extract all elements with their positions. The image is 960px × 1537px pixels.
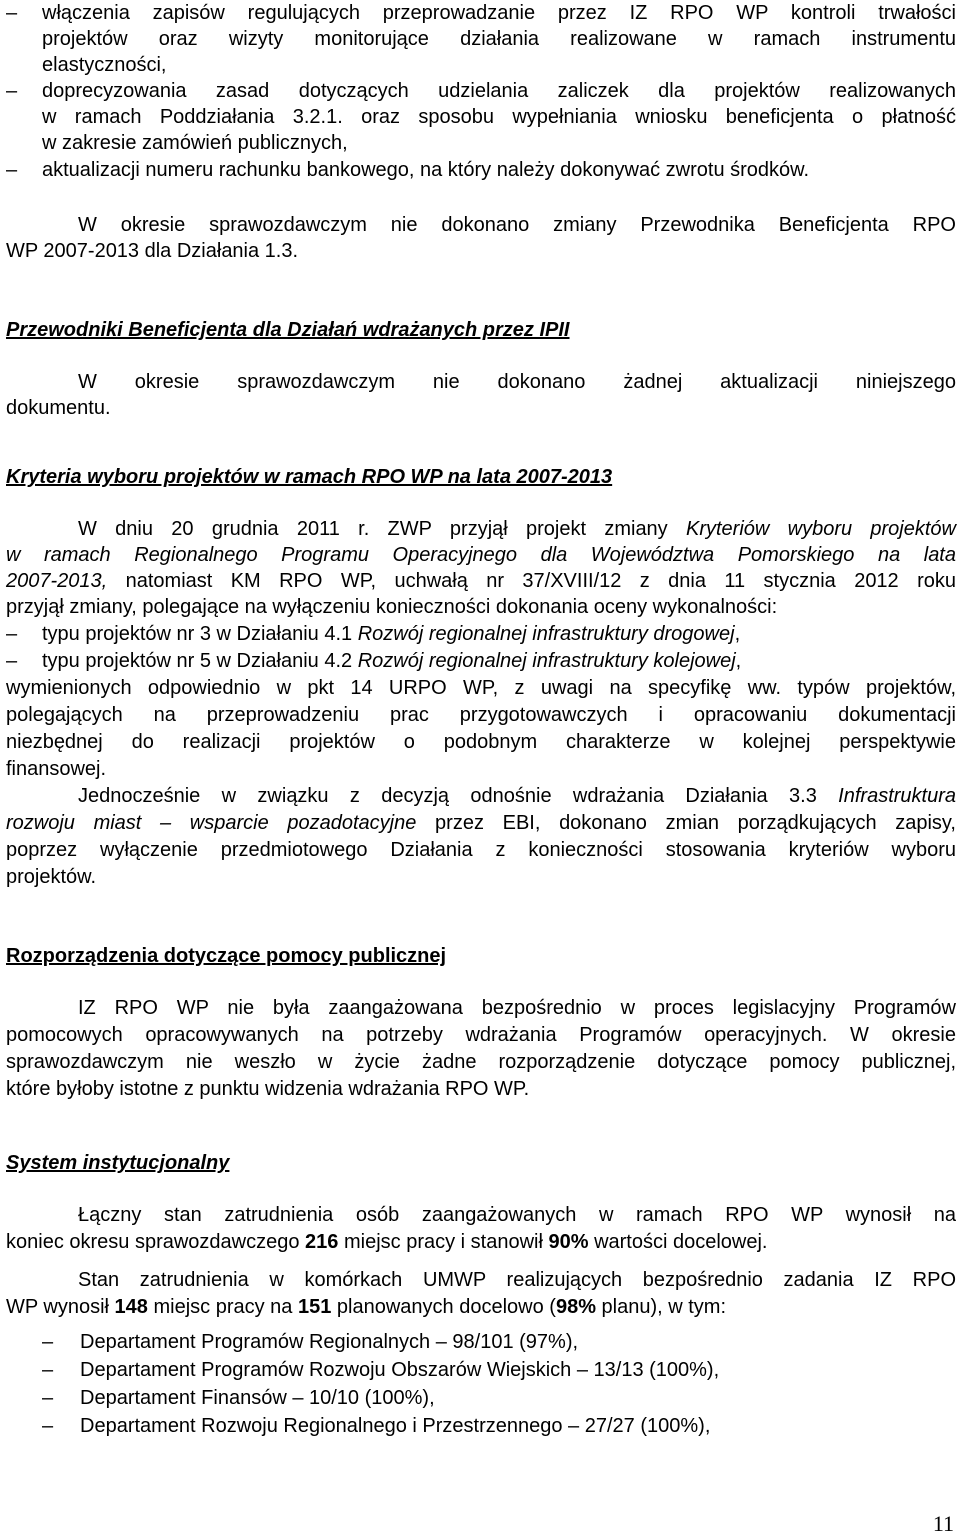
text-line: aktualizacji numeru rachunku bankowego, na który należy dokonywać zwrotu środków. — [42, 159, 810, 181]
italic-span: 2007-2013, — [6, 570, 108, 592]
text-line: doprecyzowania zasad dotyczących udzielania zaliczek dla projektów realizowanych — [42, 80, 956, 102]
text-span: Jednocześnie w związku z decyzją odnośnie wdrażania Działania 3.3 — [78, 785, 839, 807]
text-line — [6, 1294, 956, 1321]
text-span: W dniu 20 grudnia 2011 r. ZWP przyjął projekt zmiany — [78, 518, 686, 540]
section-heading: System instytucjonalny — [6, 1152, 230, 1174]
section-heading: Kryteria wyboru projektów w ramach RPO WP na lata 2007-2013 — [6, 466, 613, 488]
text-span: typu projektów nr 3 w Działaniu 4.1 — [42, 623, 358, 645]
text-line: włączenia zapisów regulujących przeprowadzanie przez IZ RPO WP kontroli trwałości — [42, 2, 956, 24]
text-span: , — [734, 623, 741, 645]
text-line: w zakresie zamówień publicznych, — [42, 132, 348, 154]
text-span: miejsc pracy na — [147, 1296, 298, 1318]
text-line: WP 2007-2013 dla Działania 1.3. — [6, 240, 299, 262]
text-line — [6, 810, 956, 837]
italic-span: Infrastruktura — [838, 785, 956, 807]
italic-span: rozwoju miast – wsparcie pozadotacyjne — [6, 812, 417, 834]
page-number: 11 — [932, 1511, 954, 1536]
text-line: polegających na przeprowadzeniu prac przygotowawczych i opracowaniu dokumentacji — [6, 704, 956, 726]
text-line: W okresie sprawozdawczym nie dokonano żadnej aktualizacji niniejszego — [78, 371, 956, 393]
list-item: Departament Programów Regionalnych – 98/101 (97%), — [80, 1331, 579, 1353]
text-line: poprzez wyłączenie przedmiotowego Działania z konieczności stosowania kryteriów wyboru — [6, 839, 956, 861]
text-line — [42, 648, 956, 675]
text-line: Stan zatrudnienia w komórkach UMWP realizujących bezpośrednio zadania IZ RPO — [78, 1269, 956, 1291]
text-line: elastyczności, — [42, 54, 167, 76]
text-span: planowanych docelowo ( — [331, 1296, 556, 1318]
text-line — [42, 621, 956, 648]
bullet-dash: – — [42, 1359, 54, 1381]
list-item: Departament Programów Rozwoju Obszarów Wiejskich – 13/13 (100%), — [80, 1359, 720, 1381]
text-line: pomocowych opracowywanych na potrzeby wdrażania Programów operacyjnych. W okresie — [6, 1024, 956, 1046]
bullet-dash: – — [6, 2, 18, 24]
text-span: WP wynosił — [6, 1296, 115, 1318]
italic-span: Kryteriów wyboru projektów — [685, 518, 956, 540]
bold-span: 98% — [555, 1296, 596, 1318]
bullet-dash: – — [6, 80, 18, 102]
bullet-dash: – — [6, 650, 18, 672]
text-line — [6, 568, 956, 595]
text-line: projektów oraz wizyty monitorujące działania realizowane w ramach instrumentu — [42, 28, 956, 50]
text-line: niezbędnej do realizacji projektów o podobnym charakterze w kolejnej perspektywie — [6, 731, 956, 753]
text-span: typu projektów nr 5 w Działaniu 4.2 — [42, 650, 358, 672]
text-line: w ramach Poddziałania 3.2.1. oraz sposobu wypełniania wniosku beneficjenta o płatność — [42, 106, 956, 128]
text-line: sprawozdawczym nie weszło w życie żadne rozporządzenie dotyczące pomocy publicznej, — [6, 1051, 956, 1073]
text-line: finansowej. — [6, 758, 107, 780]
list-item: Departament Finansów – 10/10 (100%), — [80, 1387, 435, 1409]
text-line — [6, 1229, 956, 1256]
text-line — [78, 516, 956, 543]
text-line: w ramach Regionalnego Programu Operacyjnego dla Województwa Pomorskiego na lata — [6, 544, 956, 566]
text-line: W okresie sprawozdawczym nie dokonano zmiany Przewodnika Beneficjenta RPO — [78, 214, 956, 236]
bold-span: 148 — [114, 1296, 148, 1318]
bullet-dash: – — [42, 1387, 54, 1409]
bullet-dash: – — [42, 1331, 54, 1353]
text-line: IZ RPO WP nie była zaangażowana bezpośrednio w proces legislacyjny Programów — [78, 997, 956, 1019]
bold-span: 216 — [305, 1231, 339, 1253]
italic-span: Rozwój regionalnej infrastruktury kolejowej — [357, 650, 736, 672]
text-line — [78, 783, 956, 810]
text-span: planu), w tym: — [595, 1296, 727, 1318]
text-span: koniec okresu sprawozdawczego — [6, 1231, 306, 1253]
list-item: Departament Rozwoju Regionalnego i Przestrzennego – 27/27 (100%), — [80, 1415, 711, 1437]
text-line: projektów. — [6, 866, 97, 888]
bold-span: 151 — [297, 1296, 332, 1318]
italic-span: Rozwój regionalnej infrastruktury drogowej — [357, 623, 735, 645]
section-heading: Przewodniki Beneficjenta dla Działań wdrażanych przez IPII — [6, 319, 570, 341]
text-span: przez EBI, dokonano zmian porządkujących zapisy, — [416, 812, 956, 834]
text-line: Łączny stan zatrudnienia osób zaangażowanych w ramach RPO WP wynosił na — [78, 1204, 956, 1226]
bold-span: 90% — [548, 1231, 589, 1253]
bullet-dash: – — [42, 1415, 54, 1437]
bullet-dash: – — [6, 623, 18, 645]
text-span: miejsc pracy i stanowił — [338, 1231, 549, 1253]
text-span: natomiast KM RPO WP, uchwałą nr 37/XVIII/12 z dnia 11 stycznia 2012 roku — [107, 570, 956, 592]
text-span: wartości docelowej. — [588, 1231, 768, 1253]
text-line: wymienionych odpowiednio w pkt 14 URPO WP, z uwagi na specyfikę ww. typów projektów, — [6, 677, 956, 699]
section-heading: Rozporządzenia dotyczące pomocy publicznej — [6, 945, 447, 967]
text-line: dokumentu. — [6, 397, 111, 419]
text-span: , — [735, 650, 742, 672]
text-line: które byłoby istotne z punktu widzenia wdrażania RPO WP. — [6, 1078, 530, 1100]
bullet-dash: – — [6, 159, 18, 181]
text-line: przyjął zmiany, polegające na wyłączeniu konieczności dokonania oceny wykonalności: — [6, 596, 778, 618]
